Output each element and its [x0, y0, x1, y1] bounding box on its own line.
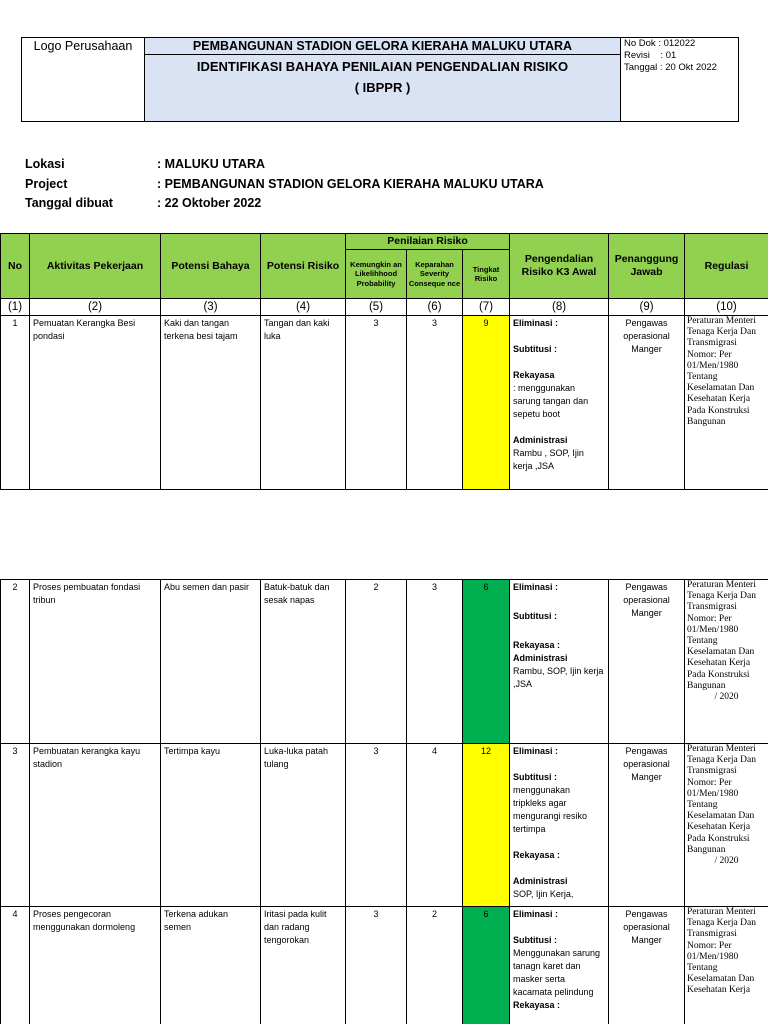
regulation-year: / 2020: [714, 856, 739, 867]
document-title-main: IDENTIFIKASI BAHAYA PENILAIAN PENGENDALIAN RISIKO: [196, 59, 569, 74]
row-pic: Pengawas operasional Manger: [609, 907, 685, 1024]
row-severity: 4: [407, 744, 463, 907]
row-likelihood: 2: [346, 580, 407, 744]
row-control: [510, 580, 609, 744]
control-substitution-text: Menggunakan sarung tanagn karet dan masker serta kacamata pelindung: [513, 948, 601, 997]
col-likelihood-header: Kemungkin an Likelihhood Probability: [346, 250, 407, 299]
control-elimination: Eliminasi :: [513, 582, 559, 592]
column-number: (4): [261, 299, 346, 316]
table-row: [1, 744, 768, 907]
risk-table-part-2: [0, 579, 768, 1024]
row-hazard: Abu semen dan pasir: [161, 580, 261, 744]
row-severity: 3: [407, 580, 463, 744]
row-control: [510, 907, 609, 1024]
row-no: 3: [1, 744, 30, 907]
row-no: 4: [1, 907, 30, 1024]
column-number: (7): [463, 299, 510, 316]
table-header-row: [1, 234, 768, 250]
col-level-header: Tingkat Risiko: [463, 250, 510, 299]
project-value: : PEMBANGUNAN STADION GELORA KIERAHA MALUKU UTARA: [157, 176, 544, 191]
table-row: [1, 907, 768, 1024]
row-hazard: Tertimpa kayu: [161, 744, 261, 907]
document-header: [21, 37, 739, 122]
control-administration-text: Rambu , SOP, Ijin kerja ,JSA: [513, 448, 584, 471]
doc-revision: Revisi : 01: [624, 50, 677, 61]
control-administration-text: Rambu, SOP, Ijin kerja ,JSA: [513, 666, 604, 689]
column-number: (5): [346, 299, 407, 316]
row-regulation: Peraturan Menteri Tenaga Kerja Dan Transmigrasi Nomor: Per 01/Men/1980 Tentang Keselamatan Dan Kesehatan Kerja Pada Konstruksi Bangunan: [685, 316, 768, 490]
column-number: (10): [685, 299, 768, 316]
control-substitution: Subtitusi :: [513, 611, 557, 621]
control-substitution-text: menggunakan tripkleks agar mengurangi resiko tertimpa: [513, 785, 588, 834]
regulation-year: / 2020: [714, 692, 739, 703]
row-likelihood: 3: [346, 316, 407, 490]
doc-number: No Dok : 012022: [624, 38, 696, 49]
col-pic-header: Penanggung Jawab: [609, 234, 685, 299]
document-meta: [621, 38, 739, 122]
row-risk: Batuk-batuk dan sesak napas: [261, 580, 346, 744]
column-number: (3): [161, 299, 261, 316]
row-activity: Pembuatan kerangka kayu stadion: [30, 744, 161, 907]
date-label: Tanggal dibuat: [25, 196, 113, 210]
col-control-header: Pengendalian Risiko K3 Awal: [510, 234, 609, 299]
col-severity-header: Keparahan Severity Conseque nce: [407, 250, 463, 299]
row-activity: Proses pengecoran menggunakan dormoleng: [30, 907, 161, 1024]
column-number: (9): [609, 299, 685, 316]
row-risk: Iritasi pada kulit dan radang tengorokan: [261, 907, 346, 1024]
row-risk-level: 6: [463, 580, 510, 744]
column-number: (1): [1, 299, 30, 316]
document-title: [145, 55, 621, 122]
row-regulation: Peraturan Menteri Tenaga Kerja Dan Transmigrasi Nomor: Per 01/Men/1980 Tentang Keselamatan Dan Kesehatan Kerja: [685, 907, 768, 1024]
row-activity: Pemuatan Kerangka Besi pondasi: [30, 316, 161, 490]
company-logo-placeholder: Logo Perusahaan: [22, 38, 145, 122]
location-label: Lokasi: [25, 157, 65, 171]
control-substitution: Subtitusi :: [513, 344, 558, 354]
row-activity: Proses pembuatan fondasi tribun: [30, 580, 161, 744]
row-risk-level: 12: [463, 744, 510, 907]
col-assessment-header: Penilaian Risiko: [346, 234, 510, 250]
row-no: 2: [1, 580, 30, 744]
col-activity-header: Aktivitas Pekerjaan: [30, 234, 161, 299]
risk-table-part-1: [0, 233, 768, 490]
control-engineering: Rekayasa :: [513, 850, 561, 860]
row-severity: 2: [407, 907, 463, 1024]
row-hazard: Kaki dan tangan terkena besi tajam: [161, 316, 261, 490]
control-engineering: Rekayasa :: [513, 640, 561, 650]
table-row: [1, 580, 768, 744]
col-risk-header: Potensi Risiko: [261, 234, 346, 299]
row-pic: Pengawas operasional Manger: [609, 580, 685, 744]
regulation-text: Peraturan Menteri Tenaga Kerja Dan Transmigrasi Nomor: Per 01/Men/1980 Tentang Keselamatan Dan Kesehatan Kerja Pada Konstruksi Bangunan: [687, 744, 756, 855]
row-no: 1: [1, 316, 30, 490]
col-no-header: No: [1, 234, 30, 299]
control-administration: Administrasi: [513, 653, 568, 663]
doc-date: Tanggal : 20 Okt 2022: [624, 62, 717, 73]
control-engineering: Rekayasa :: [513, 1000, 561, 1010]
row-pic: Pengawas operasional Manger: [609, 744, 685, 907]
row-regulation: [685, 580, 768, 744]
control-administration-text: SOP, Ijin Kerja,: [513, 889, 574, 899]
control-engineering: Rekayasa: [513, 370, 555, 380]
control-elimination: Eliminasi :: [513, 318, 559, 328]
row-regulation: [685, 744, 768, 907]
row-hazard: Terkena adukan semen: [161, 907, 261, 1024]
location-value: : MALUKU UTARA: [157, 157, 266, 171]
project-info: [25, 155, 544, 214]
row-risk: Luka-luka patah tulang: [261, 744, 346, 907]
control-engineering-text: : menggunakan sarung tangan dan sepetu boot: [513, 383, 589, 419]
row-risk: Tangan dan kaki luka: [261, 316, 346, 490]
row-likelihood: 3: [346, 744, 407, 907]
control-substitution: Subtitusi :: [513, 772, 557, 782]
row-severity: 3: [407, 316, 463, 490]
row-risk-level: 6: [463, 907, 510, 1024]
document-title-sub: ( IBPPR ): [354, 80, 411, 95]
row-control: [510, 744, 609, 907]
table-row: [1, 316, 768, 490]
row-likelihood: 3: [346, 907, 407, 1024]
control-elimination: Eliminasi :: [513, 909, 559, 919]
column-number: (8): [510, 299, 609, 316]
col-hazard-header: Potensi Bahaya: [161, 234, 261, 299]
col-regulation-header: Regulasi: [685, 234, 768, 299]
project-title: PEMBANGUNAN STADION GELORA KIERAHA MALUKU UTARA: [145, 38, 621, 55]
control-administration: Administrasi: [513, 876, 568, 886]
column-number: (6): [407, 299, 463, 316]
column-number: (2): [30, 299, 161, 316]
row-pic: Pengawas operasional Manger: [609, 316, 685, 490]
regulation-text: Peraturan Menteri Tenaga Kerja Dan Transmigrasi Nomor: Per 01/Men/1980 Tentang Keselamatan Dan Kesehatan Kerja Pada Konstruksi Bangunan: [687, 580, 756, 691]
date-value: : 22 Oktober 2022: [157, 196, 262, 210]
row-risk-level: 9: [463, 316, 510, 490]
row-control: [510, 316, 609, 490]
column-number-row: [1, 299, 768, 316]
control-elimination: Eliminasi :: [513, 746, 559, 756]
control-substitution: Subtitusi :: [513, 935, 557, 945]
project-label: Project: [25, 176, 68, 191]
control-administration: Administrasi: [513, 435, 568, 445]
